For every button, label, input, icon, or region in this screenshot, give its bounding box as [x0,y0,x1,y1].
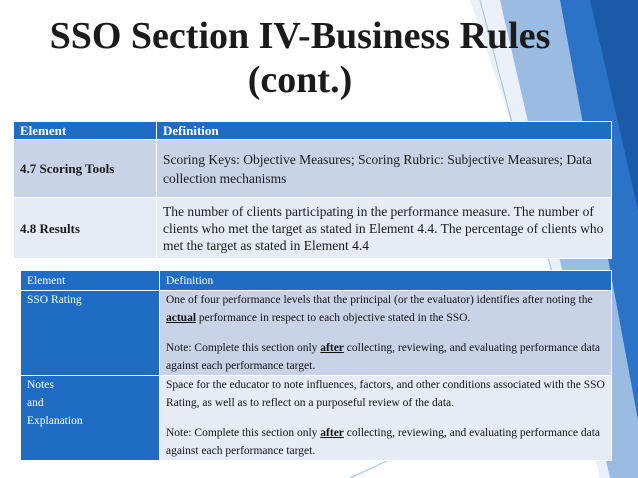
table-row [21,291,612,376]
header-element: Element [14,122,157,140]
table-header-row [21,271,612,291]
header-element: Element [21,271,160,291]
element-cell: 4.7 Scoring Tools [14,140,157,198]
note-text: Note: Complete this section only after collecting, reviewing, and evaluating performance data against each performance target. [166,342,600,372]
header-definition: Definition [160,271,612,291]
business-rules-table-1 [13,121,612,259]
note-text: Note: Complete this section only after collecting, reviewing, and evaluating performance data against each performance target. [166,427,600,457]
emphasis-after: after [320,427,344,439]
emphasis-actual: actual [166,312,197,324]
title-line-2: (cont.) [247,59,353,101]
emphasis-after: after [320,342,344,354]
table-row [14,140,612,198]
definition-cell [160,291,612,376]
definition-text: One of four performance levels that the principal (or the evaluator) identifies after noting the actual performance in respect to each objective stated in the SSO. [166,294,593,324]
title-line-1: SSO Section IV-Business Rules [49,15,551,57]
header-definition: Definition [157,122,612,140]
element-cell: 4.8 Results [14,198,157,259]
table-header-row [14,122,612,140]
definition-cell: The number of clients participating in the performance measure. The number of clients who met the target as stated in Element 4.4. The percentage of clients who met the target as stated in Element 4.4 [157,198,612,259]
business-rules-table-2 [20,270,612,461]
element-cell: Notes and Explanation [21,376,160,461]
table-row [21,376,612,461]
element-cell: SSO Rating [21,291,160,376]
definition-cell: Scoring Keys: Objective Measures; Scoring Rubric: Subjective Measures; Data collection mechanisms [157,140,612,198]
table-row [14,198,612,259]
definition-text: Space for the educator to note influences, factors, and other conditions associated with the SSO Rating, as well as to reflect on a purposeful review of the data. [166,379,605,409]
definition-cell [160,376,612,461]
page-title [20,14,580,102]
